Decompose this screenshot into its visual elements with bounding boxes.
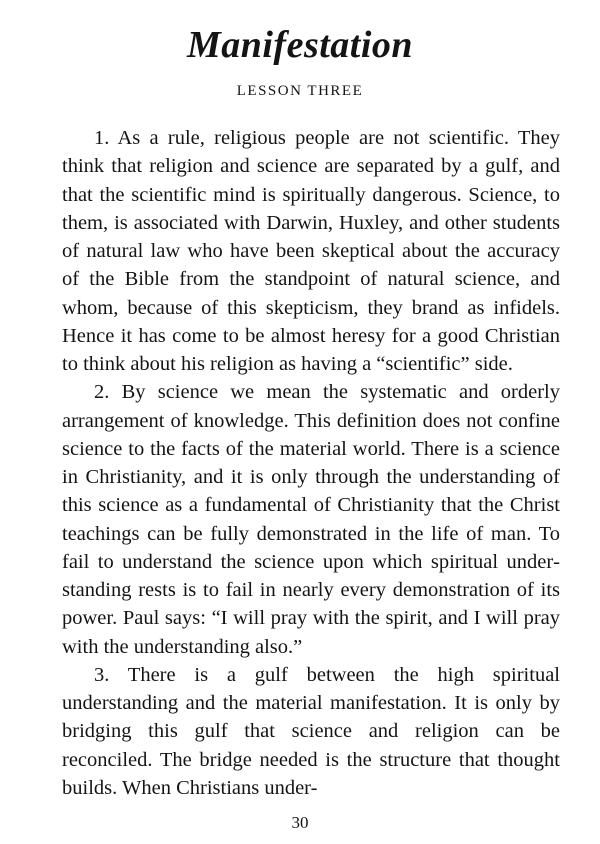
page-number: 30	[291, 813, 309, 832]
lesson-heading: LESSON THREE	[236, 83, 364, 99]
paragraph-2: 2. By science we mean the systematic and orderly arrangement of knowledge. This definition does not confine science to the facts of the material world. There is a science in Christianity, and it is only through the understanding of this science as a fundamental of Christianity that the Christ teachings can be fully demonstrated in the life of man. To fail to understand the science upon which spiritual understanding rests is to fail in nearly every demonstration of its power. Paul says: “I will pray with the spirit, and I will pray with the understanding also.”	[62, 381, 560, 658]
body-text	[62, 124, 560, 802]
chapter-title: Manifestation	[186, 24, 414, 66]
paragraph-1: 1. As a rule, religious people are not scientific. They think that religion and science are separated by a gulf, and that the scientific mind is spiritually dangerous. Science, to them, is associated with Darwin, Huxley, and other students of natural law who have been skeptical about the accuracy of the Bible from the standpoint of natural science, and whom, because of this skepticism, they brand as infidels. Hence it has come to be almost heresy for a good Christian to think about his religion as having a “scientific” side.	[62, 127, 560, 375]
paragraph-3: 3. There is a gulf between the high spiritual understanding and the material manifestation. It is only by bridging this gulf that science and religion can be reconciled. The bridge needed is the structure that thought builds. When Christians under-	[62, 663, 560, 799]
